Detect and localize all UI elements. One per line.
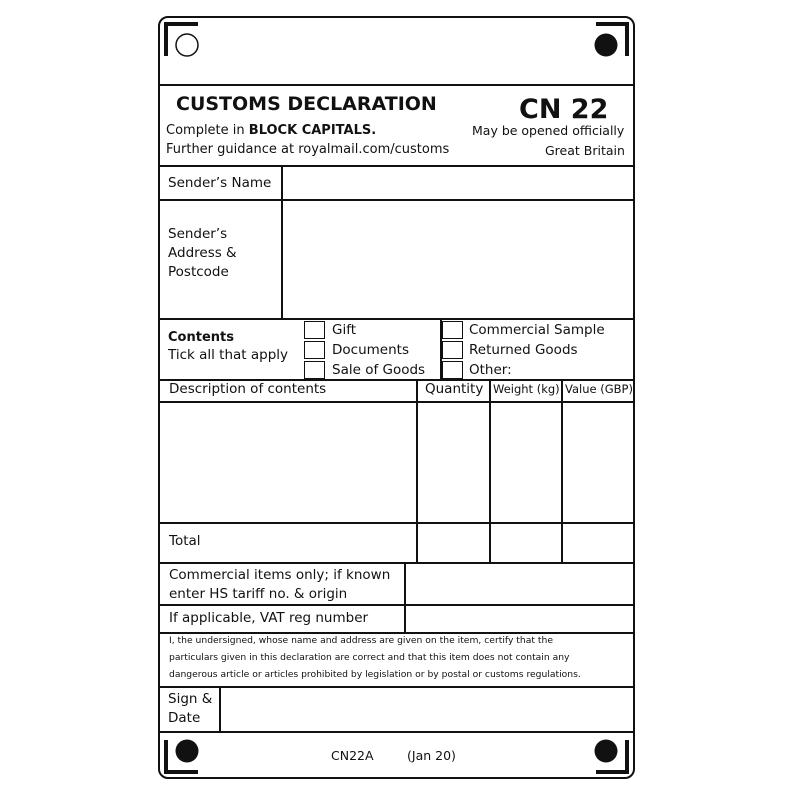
- corner-bracket: [166, 24, 198, 56]
- total-weight-field[interactable]: [492, 525, 560, 561]
- opened-note: May be opened officially: [472, 123, 625, 138]
- form-title: CUSTOMS DECLARATION: [176, 93, 437, 115]
- other-checkbox[interactable]: [442, 361, 463, 379]
- sale-of-goods-option: Sale of Goods: [332, 362, 426, 378]
- description-field[interactable]: [160, 404, 415, 521]
- returned-goods-checkbox[interactable]: [442, 341, 463, 359]
- form-edition: (Jan 20): [407, 748, 456, 763]
- declaration-text: particulars given in this declaration are correct and that this item does not contain any: [169, 652, 570, 663]
- hs-tariff-label: enter HS tariff no. & origin: [169, 586, 348, 602]
- documents-checkbox[interactable]: [304, 341, 325, 359]
- instruction-prefix: Complete in: [166, 123, 245, 138]
- form-code: CN 22: [519, 94, 609, 125]
- instruction-text: [166, 124, 376, 137]
- sale-of-goods-checkbox[interactable]: [304, 361, 325, 379]
- filled-circle-icon: [595, 740, 618, 763]
- hollow-circle-icon: [176, 34, 198, 56]
- hs-tariff-label: Commercial items only; if known: [169, 567, 391, 583]
- documents-option: Documents: [332, 342, 409, 358]
- value-field[interactable]: [564, 404, 633, 521]
- sender-name-field[interactable]: [284, 168, 632, 198]
- sign-date-label: Sign &: [168, 691, 213, 707]
- quantity-field[interactable]: [419, 404, 488, 521]
- other-option: Other:: [469, 362, 512, 378]
- total-value-field[interactable]: [564, 525, 633, 561]
- hs-tariff-field[interactable]: [407, 565, 633, 603]
- vat-field[interactable]: [407, 607, 633, 631]
- sender-name-label: Sender’s Name: [168, 175, 272, 191]
- contents-instruction: Tick all that apply: [168, 347, 289, 363]
- total-label: Total: [169, 533, 201, 549]
- commercial-sample-checkbox[interactable]: [442, 321, 463, 339]
- declaration-text: I, the undersigned, whose name and address are given on the item, certify that the: [169, 635, 553, 646]
- returned-goods-option: Returned Goods: [469, 342, 578, 358]
- sender-address-label: Sender’s: [168, 226, 228, 242]
- instruction-emphasis: BLOCK CAPITALS.: [248, 123, 377, 138]
- commercial-sample-option: Commercial Sample: [469, 322, 605, 338]
- total-quantity-field[interactable]: [419, 525, 488, 561]
- gift-checkbox[interactable]: [304, 321, 325, 339]
- gift-option: Gift: [332, 322, 357, 338]
- vat-label: If applicable, VAT reg number: [169, 610, 369, 626]
- sender-address-label: Address &: [168, 245, 237, 261]
- declaration-text: dangerous article or articles prohibited by legislation or by postal or customs regulations.: [169, 669, 581, 680]
- sign-date-field[interactable]: [222, 689, 633, 730]
- sender-address-label: Postcode: [168, 264, 229, 280]
- weight-field[interactable]: [492, 404, 560, 521]
- value-header: Value (GBP): [565, 382, 633, 396]
- form-version: CN22A: [331, 748, 374, 763]
- filled-circle-icon: [595, 34, 618, 57]
- description-header: Description of contents: [169, 381, 327, 397]
- quantity-header: Quantity: [425, 381, 484, 397]
- sender-address-field[interactable]: [284, 202, 632, 317]
- contents-heading: Contents: [168, 330, 234, 345]
- guidance-text: Further guidance at royalmail.com/customs: [166, 142, 450, 157]
- country-label: Great Britain: [545, 143, 625, 158]
- sign-date-label: Date: [168, 710, 201, 726]
- filled-circle-icon: [176, 740, 199, 763]
- weight-header: Weight (kg): [493, 382, 560, 396]
